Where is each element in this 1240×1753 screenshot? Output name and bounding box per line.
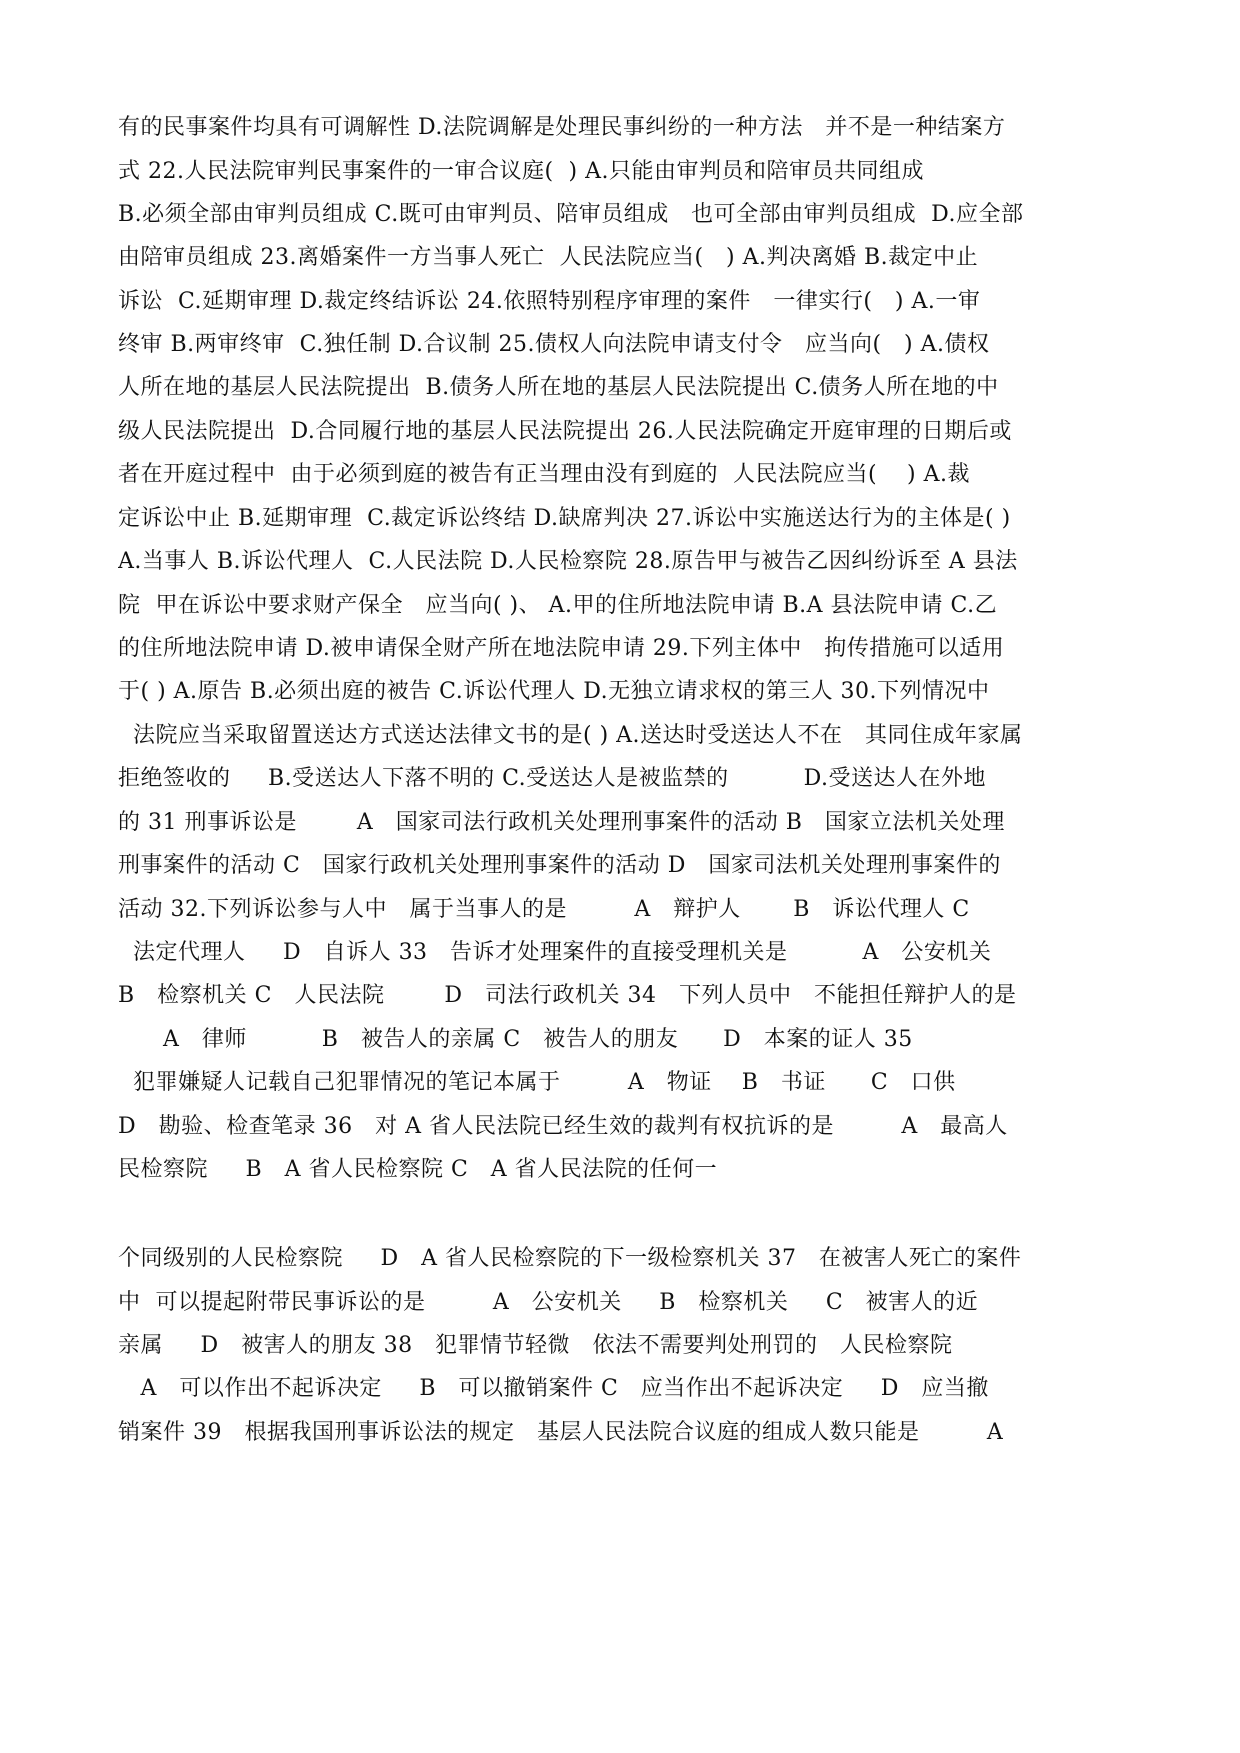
text-line: 于( ) A.原告 B.必须出庭的被告 C.诉讼代理人 D.无独立请求权的第三人 30.下列情况中 [118,679,990,704]
text-line: 民检察院 B A 省人民检察院 C A 省人民法院的任何一 [118,1157,718,1182]
text-line: 式 22.人民法院审判民事案件的一审合议庭( ) A.只能由审判员和陪审员共同组成 [118,159,925,184]
text-line: 定诉讼中止 B.延期审理 C.裁定诉讼终结 D.缺席判决 27.诉讼中实施送达行为的主体是( ) [118,506,1011,531]
text-line: 犯罪嫌疑人记载自己犯罪情况的笔记本属于 A 物证 B 书证 C 口供 [118,1070,956,1095]
text-line: 级人民法院提出 D.合同履行地的基层人民法院提出 26.人民法院确定开庭审理的日期后或 [118,419,1012,444]
text-line: D 勘验、检查笔录 36 对 A 省人民法院已经生效的裁判有权抗诉的是 A 最高人 [118,1114,1008,1139]
text-line: 有的民事案件均具有可调解性 D.法院调解是处理民事纠纷的一种方法 并不是一种结案方 [118,115,1006,140]
text-line: 法院应当采取留置送达方式送达法律文书的是( ) A.送达时受送达人不在 其同住成年家属 [118,723,1023,748]
text-line: 院 甲在诉讼中要求财产保全 应当向( )、 A.甲的住所地法院申请 B.A 县法院申请 C.乙 [118,593,998,618]
text-line: 个同级别的人民检察院 D A 省人民检察院的下一级检察机关 37 在被害人死亡的案件 [118,1246,1022,1271]
text-line: B.必须全部由审判员组成 C.既可由审判员、陪审员组成 也可全部由审判员组成 D.应全部 [118,202,1024,227]
text-line: 的住所地法院申请 D.被申请保全财产所在地法院申请 29.下列主体中 拘传措施可以适用 [118,636,1005,661]
text-line: 法定代理人 D 自诉人 33 告诉才处理案件的直接受理机关是 A 公安机关 [118,940,992,965]
text-line: 的 31 刑事诉讼是 A 国家司法行政机关处理刑事案件的活动 B 国家立法机关处理 [118,810,1005,835]
text-line: 由陪审员组成 23.离婚案件一方当事人死亡 人民法院应当( ) A.判决离婚 B.裁定中止 [118,245,979,270]
text-line: A.当事人 B.诉讼代理人 C.人民法院 D.人民检察院 28.原告甲与被告乙因纠纷诉至 A 县法 [118,549,1018,574]
text-line: 者在开庭过程中 由于必须到庭的被告有正当理由没有到庭的 人民法院应当( ) A.裁 [118,462,970,487]
text-line: A 律师 B 被告人的亲属 C 被告人的朋友 D 本案的证人 35 [118,1027,913,1052]
text-line: B 检察机关 C 人民法院 D 司法行政机关 34 下列人员中 不能担任辩护人的是 [118,983,1017,1008]
text-line: 亲属 D 被害人的朋友 38 犯罪情节轻微 依法不需要判处刑罚的 人民检察院 [118,1333,953,1358]
text-line: A 可以作出不起诉决定 B 可以撤销案件 C 应当作出不起诉决定 D 应当撤 [118,1376,989,1401]
text-line: 拒绝签收的 B.受送达人下落不明的 C.受送达人是被监禁的 D.受送达人在外地 [118,766,986,791]
text-line: 活动 32.下列诉讼参与人中 属于当事人的是 A 辩护人 B 诉讼代理人 C [118,897,970,922]
text-line: 刑事案件的活动 C 国家行政机关处理刑事案件的活动 D 国家司法机关处理刑事案件的 [118,853,1001,878]
text-line: 诉讼 C.延期审理 D.裁定终结诉讼 24.依照特别程序审理的案件 一律实行( ) A.一审 [118,289,981,314]
text-line: 终审 B.两审终审 C.独任制 D.合议制 25.债权人向法院申请支付令 应当向( ) A.债权 [118,332,990,357]
text-line: 中 可以提起附带民事诉讼的是 A 公安机关 B 检察机关 C 被害人的近 [118,1290,979,1315]
text-line: 销案件 39 根据我国刑事诉讼法的规定 基层人民法院合议庭的组成人数只能是 A [118,1420,1004,1445]
text-line: 人所在地的基层人民法院提出 B.债务人所在地的基层人民法院提出 C.债务人所在地的中 [118,375,999,400]
